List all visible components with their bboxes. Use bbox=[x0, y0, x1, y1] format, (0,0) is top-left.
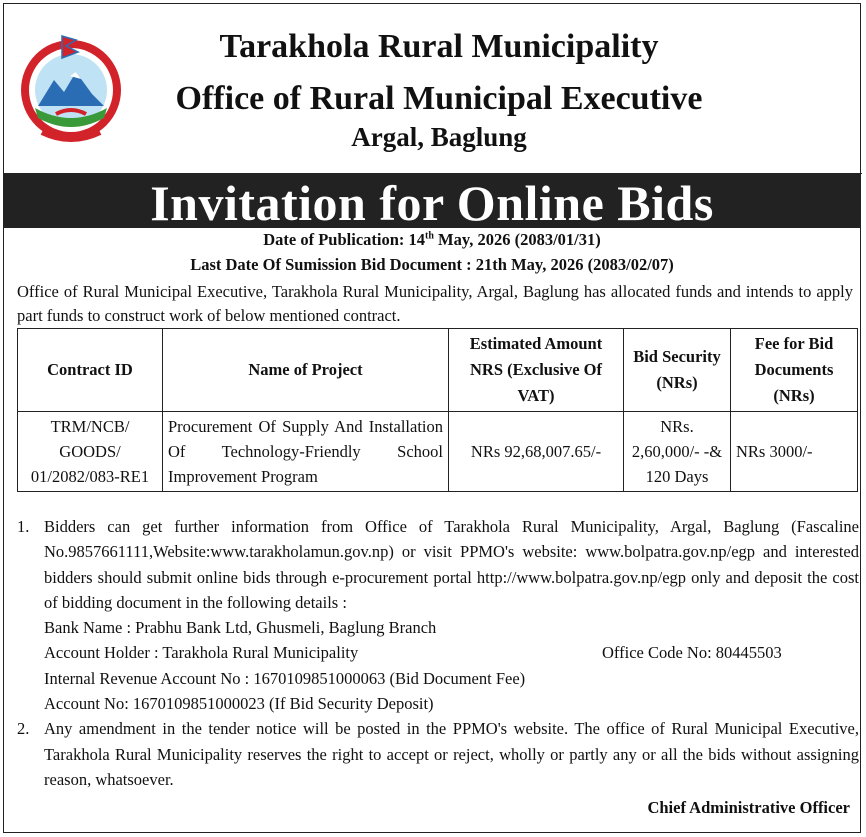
revenue-account: Internal Revenue Account No : 1670109851000063 (Bid Document Fee) bbox=[44, 668, 526, 688]
term-item-1 bbox=[17, 514, 859, 615]
publication-date: Date of Publication: 14th May, 2026 (2083/01/31) bbox=[263, 230, 601, 249]
notice-title-banner: Invitation for Online Bids bbox=[4, 174, 860, 228]
intro-paragraph: Office of Rural Municipal Executive, Tarakhola Rural Municipality, Argal, Baglung has allocated funds and intends to apply part funds to construct work of below mentioned contract. bbox=[17, 282, 853, 325]
cell-bid-fee: NRs 3000/- bbox=[731, 412, 858, 492]
table-header-row bbox=[18, 329, 858, 412]
municipality-name: Tarakhola Rural Municipality bbox=[219, 28, 659, 65]
office-location: Argal, Baglung bbox=[351, 122, 527, 152]
header-project-name: Name of Project bbox=[163, 329, 449, 412]
signatory-title: Chief Administrative Officer bbox=[647, 798, 850, 817]
cell-contract-id: TRM/NCB/ GOODS/ 01/2082/083-RE1 bbox=[18, 412, 163, 492]
table-row bbox=[18, 412, 858, 492]
header-estimated-amount: Estimated Amount NRS (Exclusive Of VAT) bbox=[449, 329, 624, 412]
cell-estimated-amount: NRs 92,68,007.65/- bbox=[449, 412, 624, 492]
term-text: Any amendment in the tender notice will be posted in the PPMO's website. The office of Rural Municipal Executive, Tarakhola Rural Municipality reserves the right to accept or reject, wholly or partly any or all the bids without assigning reason, whatsoever. bbox=[44, 719, 859, 789]
bank-name: Bank Name : Prabhu Bank Ltd, Ghusmeli, Baglung Branch bbox=[44, 618, 437, 638]
office-code: Office Code No: 80445503 bbox=[602, 643, 782, 663]
cell-bid-security: NRs. 2,60,000/- -& 120 Days bbox=[624, 412, 731, 492]
header-bid-security: Bid Security (NRs) bbox=[624, 329, 731, 412]
notice-terms bbox=[17, 514, 859, 792]
cell-project-name: Procurement Of Supply And Installation Of Technology-Friendly School Improvement Program bbox=[163, 412, 449, 492]
account-holder-row bbox=[17, 640, 859, 665]
office-name: Office of Rural Municipal Executive bbox=[175, 80, 703, 117]
last-submission-date: Last Date Of Sumission Bid Document : 21th May, 2026 (2083/02/07) bbox=[190, 255, 674, 274]
header-contract-id: Contract ID bbox=[18, 329, 163, 412]
security-account: Account No: 1670109851000023 (If Bid Security Deposit) bbox=[44, 694, 434, 714]
term-number: 1. bbox=[17, 517, 30, 536]
term-number: 2. bbox=[17, 719, 30, 739]
account-holder: Account Holder : Tarakhola Rural Municipality bbox=[44, 643, 359, 663]
contract-table bbox=[17, 328, 858, 492]
term-item-2 bbox=[17, 716, 859, 792]
notice-header bbox=[4, 4, 862, 174]
notice-frame bbox=[3, 3, 861, 833]
term-text: Bidders can get further information from Office of Tarakhola Rural Municipality, Argal, Baglung (Fascaline No.9857661111,Website:www.tarakholamun.gov.np) or visit PPMO's website: www.bolpatra.gov.np/egp and interested bidders should submit online bids through e-procurement portal http://www.bolpatra.gov.np/egp only and deposit the cost of bidding document in the following details : bbox=[44, 517, 859, 612]
header-bid-fee: Fee for Bid Documents (NRs) bbox=[731, 329, 858, 412]
